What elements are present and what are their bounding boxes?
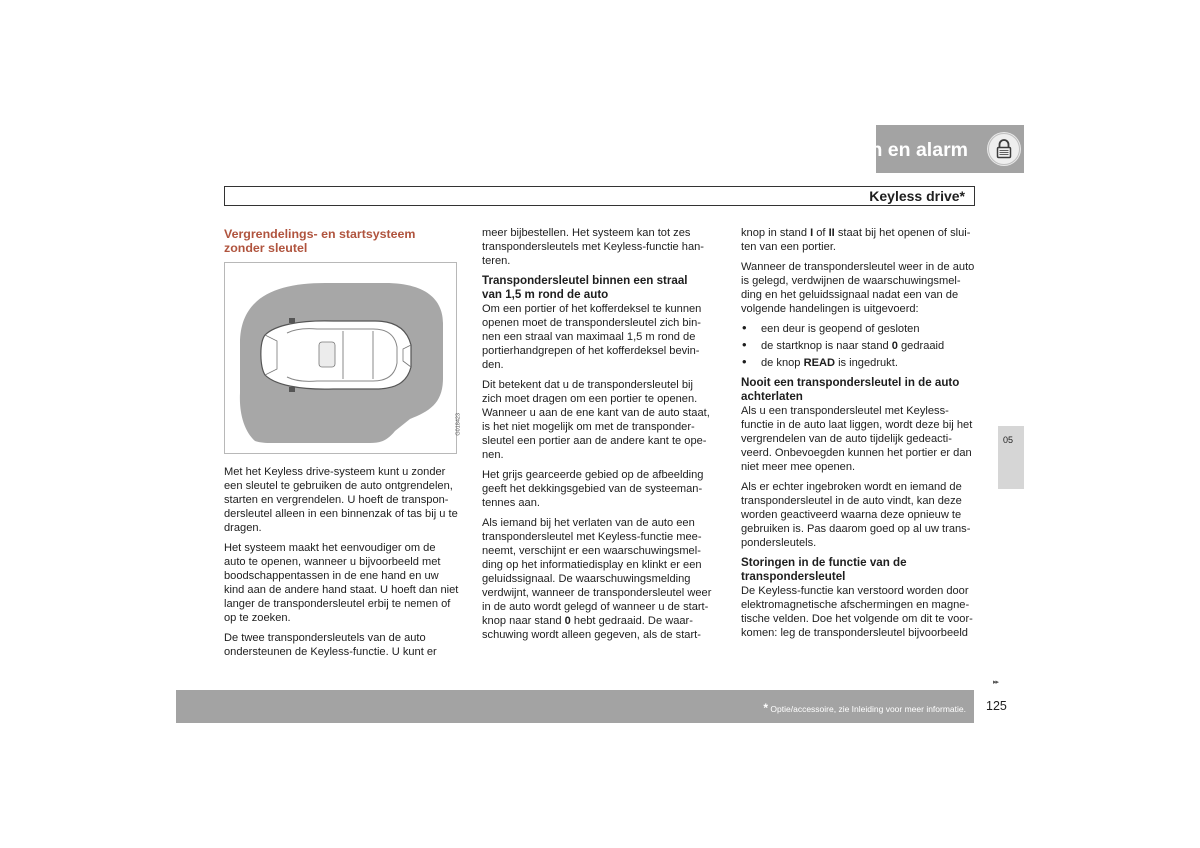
paragraph: De twee transpondersleutels van de auto ondersteunen de Keyless-functie. U kunt er xyxy=(224,632,437,658)
heading-line: Vergrendelings- en startsysteem xyxy=(224,227,416,241)
footnote-star: * xyxy=(763,701,769,715)
paragraph: Wanneer de transpondersleutel weer in de auto is gelegd, verdwijnen de waarschuwingsmel- ding en het geluidssignaal nadat een van de volgende handelingen is uitgevoerd: xyxy=(741,261,975,315)
paragraph: Als iemand bij het verlaten van de auto een transpondersleutel met Keyless-functie mee- neemt, verschijnt er een waarschuwingsmel- ding op het informatiedisplay en klinkt er een geluidssignaal. De waarschuwingsmelding verdwijnt, wanneer de transpondersleutel weer in de auto wordt gelegd of wanneer u de start- knop naar stand 0 hebt gedraaid. De waar- schuwing wordt alleen gegeven, als de start- xyxy=(482,517,712,641)
column-1 xyxy=(224,227,462,665)
chapter-title: 05 Sloten en alarm xyxy=(795,139,968,161)
footnote-text: Optie/accessoire, zie Inleiding voor meer informatie. xyxy=(768,704,966,714)
footnote xyxy=(763,701,966,715)
column-3 xyxy=(741,226,981,646)
subsection-heading: Transpondersleutel binnen een straal van 1,5 m rond de auto xyxy=(482,274,688,301)
continue-arrows-icon: ▸▸ xyxy=(993,679,999,686)
paragraph: meer bijbestellen. Het systeem kan tot zes transpondersleutels met Keyless-functie han- teren. xyxy=(482,227,704,267)
paragraph: Dit betekent dat u de transpondersleutel bij zich moet dragen om een portier te openen. Wanneer u aan de ene kant van de auto staat, is het niet mogelijk om met de transponder- sleutel een portier aan de andere kant te ope- nen. xyxy=(482,379,710,461)
heading-line: zonder sleutel xyxy=(224,241,308,255)
paragraph: knop in stand I of II staat bij het openen of slui- ten van een portier. xyxy=(741,227,971,253)
subsection-heading: Nooit een transpondersleutel in de auto achterlaten xyxy=(741,376,960,403)
figure-code: G018423 xyxy=(456,413,462,436)
paragraph: Als u een transpondersleutel met Keyless- functie in de auto laat liggen, wordt deze bij het vergrendelen van de auto tijdelijk gedeacti- veerd. Onbevoegden kunnen het portier er dan niet meer mee openen. xyxy=(741,405,973,473)
chapter-tab-label: 05 xyxy=(1003,435,1014,445)
section-header xyxy=(224,186,975,206)
paragraph: De Keyless-functie kan verstoord worden door elektromagnetische afschermingen en magne- tische velden. Doe het volgende om dit te voor- komen: leg de transpondersleutel bijvoorbeeld xyxy=(741,585,973,639)
list-item: • de startknop is naar stand 0 gedraaid xyxy=(741,339,981,353)
column-2 xyxy=(482,226,720,648)
list-item: • de knop READ is ingedrukt. xyxy=(741,356,981,370)
chapter-tab[interactable] xyxy=(998,426,1024,489)
page-footer xyxy=(176,690,974,723)
subsection-heading: Storingen in de functie van de transpondersleutel xyxy=(741,556,907,583)
paragraph: Met het Keyless drive-systeem kunt u zonder een sleutel te gebruiken de auto ontgrendelen, starten en vergrendelen. U hoeft de transpon- dersleutel alleen in een binnenzak of tas bij u te dragen. xyxy=(224,466,458,534)
paragraph: Als er echter ingebroken wordt en iemand de transpondersleutel in de auto vindt, kan deze worden geactiveerd waarna deze opnieuw te gebruiken is. Pas daarom goed op al uw trans- pondersleutels. xyxy=(741,481,971,549)
paragraph: Het grijs gearceerde gebied op de afbeelding geeft het dekkingsgebied van de systeeman- tennes aan. xyxy=(482,469,704,509)
paragraph: Het systeem maakt het eenvoudiger om de auto te openen, wanneer u bijvoorbeeld met boodschappentassen in de ene hand en uw kind aan de andere hand staat. U hoeft dan niet langer de transpondersleutel erbij te nemen of op te zoeken. xyxy=(224,542,459,624)
section-heading xyxy=(224,227,462,255)
keyless-range-figure xyxy=(224,262,462,454)
section-title: Keyless drive* xyxy=(869,188,965,204)
page-number: 125 xyxy=(986,699,1007,713)
list-item: • een deur is geopend of gesloten xyxy=(741,322,981,336)
car-range-icon xyxy=(225,263,456,453)
bullet-list xyxy=(741,322,981,370)
paragraph: Om een portier of het kofferdeksel te kunnen openen moet de transpondersleutel zich bin- nen een straal van maximaal 1,5 m rond de portierhandgrepen of het kofferdeksel bevin- den. xyxy=(482,303,702,371)
lock-icon xyxy=(987,132,1021,166)
chapter-header xyxy=(795,125,1024,173)
